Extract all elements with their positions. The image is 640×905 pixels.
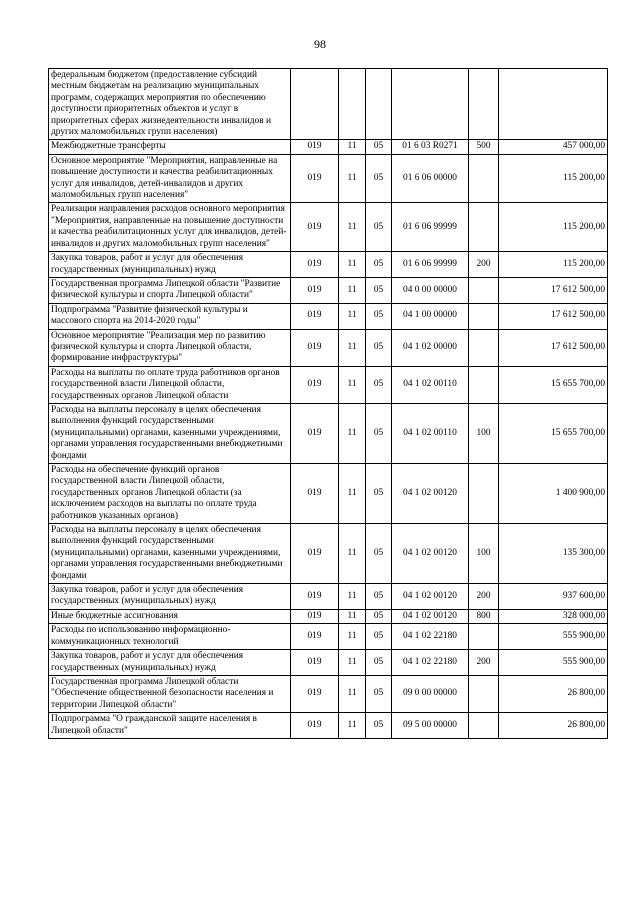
- table-cell-section: 11: [339, 624, 366, 650]
- table-cell-admin-code: 019: [291, 650, 339, 676]
- table-row: [49, 464, 608, 524]
- table-cell-name: Реализация направления расходов основного мероприятия "Мероприятия, направленные на повышение доступности и качества реабилитационных услуг для инвалидов, детей-инвалидов и других маломобильных групп населения": [49, 203, 291, 252]
- table-cell-amount: 555 900,00: [499, 624, 608, 650]
- table-cell-subsection: 05: [366, 403, 392, 463]
- table-row: [49, 303, 608, 329]
- table-cell-expense-type: [469, 277, 499, 303]
- table-row: [49, 584, 608, 610]
- table-cell-target-article: 01 6 06 00000: [392, 154, 469, 203]
- table-row: [49, 713, 608, 739]
- table-cell-name: федеральным бюджетом (предоставление субсидий местным бюджетам на реализацию муниципальных программ, содержащих мероприятия по обеспечению доступности приоритетных объектов и услуг в приоритетных сферах жизнедеятельности инвалидов и других маломобильных групп населения): [49, 69, 291, 140]
- table-cell-name: Межбюджетные трансферты: [49, 140, 291, 154]
- table-cell-expense-type: [469, 713, 499, 739]
- table-cell-amount: 937 600,00: [499, 584, 608, 610]
- table-row: [49, 403, 608, 463]
- table-cell-name: Государственная программа Липецкой области "Развитие физической культуры и спорта Липецкой области": [49, 277, 291, 303]
- table-cell-subsection: 05: [366, 609, 392, 623]
- table-cell-admin-code: 019: [291, 584, 339, 610]
- table-cell-admin-code: 019: [291, 403, 339, 463]
- table-cell-section: 11: [339, 650, 366, 676]
- table-row: [49, 203, 608, 252]
- table-cell-expense-type: [469, 624, 499, 650]
- table-cell-admin-code: 019: [291, 524, 339, 584]
- table-row: [49, 366, 608, 403]
- table-cell-admin-code: [291, 69, 339, 140]
- table-cell-subsection: 05: [366, 650, 392, 676]
- table-cell-expense-type: 100: [469, 403, 499, 463]
- table-cell-expense-type: 200: [469, 584, 499, 610]
- table-cell-expense-type: 800: [469, 609, 499, 623]
- table-cell-target-article: 01 6 06 99999: [392, 203, 469, 252]
- table-cell-name: Расходы на выплаты персоналу в целях обеспечения выполнения функций государственными (муниципальными) органами, казенными учреждениями, органами управления государственными внебюджетными фондами: [49, 403, 291, 463]
- table-cell-subsection: 05: [366, 303, 392, 329]
- table-cell-expense-type: [469, 154, 499, 203]
- table-cell-amount: 555 900,00: [499, 650, 608, 676]
- table-row: [49, 154, 608, 203]
- table-cell-section: 11: [339, 584, 366, 610]
- table-cell-section: 11: [339, 203, 366, 252]
- table-cell-subsection: 05: [366, 713, 392, 739]
- table-cell-expense-type: [469, 464, 499, 524]
- table-cell-target-article: [392, 69, 469, 140]
- table-cell-name: Основное мероприятие "Мероприятия, направленные на повышение доступности и качества реабилитационных услуг для инвалидов, детей-инвалидов и других маломобильных групп населения": [49, 154, 291, 203]
- table-cell-subsection: 05: [366, 154, 392, 203]
- table-cell-subsection: 05: [366, 203, 392, 252]
- table-cell-expense-type: [469, 366, 499, 403]
- table-cell-target-article: 04 1 02 00000: [392, 329, 469, 366]
- table-cell-expense-type: 100: [469, 524, 499, 584]
- table-cell-admin-code: 019: [291, 154, 339, 203]
- table-row: [49, 675, 608, 712]
- table-cell-target-article: 09 5 00 00000: [392, 713, 469, 739]
- table-cell-expense-type: [469, 303, 499, 329]
- table-cell-amount: 115 200,00: [499, 154, 608, 203]
- table-cell-admin-code: 019: [291, 252, 339, 278]
- table-cell-target-article: 04 1 02 00120: [392, 524, 469, 584]
- table-cell-admin-code: 019: [291, 675, 339, 712]
- table-cell-subsection: 05: [366, 464, 392, 524]
- page-number: 98: [314, 37, 326, 51]
- table-cell-amount: 115 200,00: [499, 203, 608, 252]
- table-cell-subsection: 05: [366, 675, 392, 712]
- table-cell-target-article: 04 1 02 00110: [392, 403, 469, 463]
- table-cell-target-article: 04 1 02 00120: [392, 609, 469, 623]
- table-cell-amount: [499, 69, 608, 140]
- table-cell-section: [339, 69, 366, 140]
- table-cell-admin-code: 019: [291, 203, 339, 252]
- table-cell-amount: 1 400 900,00: [499, 464, 608, 524]
- table-cell-name: Закупка товаров, работ и услуг для обеспечения государственных (муниципальных) нужд: [49, 584, 291, 610]
- table-cell-section: 11: [339, 675, 366, 712]
- table-cell-amount: 15 655 700,00: [499, 403, 608, 463]
- table-cell-admin-code: 019: [291, 329, 339, 366]
- table-cell-expense-type: 500: [469, 140, 499, 154]
- table-cell-section: 11: [339, 464, 366, 524]
- table-cell-name: Иные бюджетные ассигнования: [49, 609, 291, 623]
- table-row: [49, 252, 608, 278]
- table-cell-section: 11: [339, 303, 366, 329]
- table-cell-name: Закупка товаров, работ и услуг для обеспечения государственных (муниципальных) нужд: [49, 252, 291, 278]
- table-row: [49, 524, 608, 584]
- table-cell-target-article: 01 6 03 R0271: [392, 140, 469, 154]
- table-cell-amount: 17 612 500,00: [499, 329, 608, 366]
- table-cell-expense-type: [469, 329, 499, 366]
- table-cell-subsection: 05: [366, 140, 392, 154]
- table-cell-subsection: 05: [366, 366, 392, 403]
- table-row: [49, 277, 608, 303]
- table-cell-name: Государственная программа Липецкой области "Обеспечение общественной безопасности населения и территории Липецкой области": [49, 675, 291, 712]
- table-cell-section: 11: [339, 140, 366, 154]
- table-cell-amount: 15 655 700,00: [499, 366, 608, 403]
- table-cell-target-article: 04 0 00 00000: [392, 277, 469, 303]
- table-cell-target-article: 04 1 02 00110: [392, 366, 469, 403]
- budget-table-body: [49, 69, 608, 739]
- table-cell-subsection: 05: [366, 624, 392, 650]
- table-cell-expense-type: [469, 675, 499, 712]
- table-cell-subsection: 05: [366, 584, 392, 610]
- table-cell-expense-type: 200: [469, 650, 499, 676]
- table-cell-admin-code: 019: [291, 624, 339, 650]
- table-cell-admin-code: 019: [291, 713, 339, 739]
- table-cell-subsection: 05: [366, 277, 392, 303]
- table-cell-target-article: 01 6 06 99999: [392, 252, 469, 278]
- table-cell-section: 11: [339, 609, 366, 623]
- table-cell-amount: 26 800,00: [499, 675, 608, 712]
- table-cell-admin-code: 019: [291, 609, 339, 623]
- table-cell-section: 11: [339, 403, 366, 463]
- table-cell-subsection: [366, 69, 392, 140]
- table-cell-section: 11: [339, 329, 366, 366]
- table-cell-section: 11: [339, 713, 366, 739]
- table-cell-subsection: 05: [366, 329, 392, 366]
- table-cell-amount: 26 800,00: [499, 713, 608, 739]
- table-cell-name: Основное мероприятие "Реализация мер по развитию физической культуры и спорта Липецкой области, формирование инфраструктуры": [49, 329, 291, 366]
- table-cell-section: 11: [339, 524, 366, 584]
- table-cell-admin-code: 019: [291, 464, 339, 524]
- table-cell-subsection: 05: [366, 524, 392, 584]
- table-cell-expense-type: [469, 69, 499, 140]
- table-cell-target-article: 04 1 02 22180: [392, 650, 469, 676]
- table-cell-section: 11: [339, 154, 366, 203]
- table-cell-name: Расходы на выплаты по оплате труда работников органов государственной власти Липецкой области, государственных органов Липецкой области: [49, 366, 291, 403]
- table-row: [49, 609, 608, 623]
- table-cell-amount: 135 300,00: [499, 524, 608, 584]
- table-cell-amount: 17 612 500,00: [499, 303, 608, 329]
- table-cell-target-article: 09 0 00 00000: [392, 675, 469, 712]
- table-cell-amount: 328 000,00: [499, 609, 608, 623]
- table-cell-section: 11: [339, 252, 366, 278]
- table-cell-amount: 17 612 500,00: [499, 277, 608, 303]
- table-cell-subsection: 05: [366, 252, 392, 278]
- table-cell-target-article: 04 1 02 22180: [392, 624, 469, 650]
- table-cell-name: Подпрограмма "Развитие физической культуры и массового спорта на 2014-2020 годы": [49, 303, 291, 329]
- table-cell-expense-type: 200: [469, 252, 499, 278]
- table-row: [49, 140, 608, 154]
- table-cell-admin-code: 019: [291, 140, 339, 154]
- table-cell-name: Расходы на обеспечение функций органов государственной власти Липецкой области, государственных органов Липецкой области (за исключением расходов на выплаты по оплате труда работников указанных органов): [49, 464, 291, 524]
- table-cell-target-article: 04 1 02 00120: [392, 464, 469, 524]
- table-row: [49, 650, 608, 676]
- table-cell-target-article: 04 1 02 00120: [392, 584, 469, 610]
- table-cell-expense-type: [469, 203, 499, 252]
- table-row: [49, 69, 608, 140]
- table-cell-admin-code: 019: [291, 277, 339, 303]
- table-cell-target-article: 04 1 00 00000: [392, 303, 469, 329]
- table-row: [49, 329, 608, 366]
- table-cell-admin-code: 019: [291, 303, 339, 329]
- table-cell-admin-code: 019: [291, 366, 339, 403]
- table-cell-section: 11: [339, 277, 366, 303]
- budget-table: [48, 68, 608, 739]
- table-cell-amount: 457 000,00: [499, 140, 608, 154]
- table-cell-name: Расходы на выплаты персоналу в целях обеспечения выполнения функций государственными (муниципальными) органами, казенными учреждениями, органами управления государственными внебюджетными фондами: [49, 524, 291, 584]
- table-row: [49, 624, 608, 650]
- table-cell-amount: 115 200,00: [499, 252, 608, 278]
- table-cell-name: Расходы по использованию информационно-коммуникационных технологий: [49, 624, 291, 650]
- table-cell-name: Закупка товаров, работ и услуг для обеспечения государственных (муниципальных) нужд: [49, 650, 291, 676]
- table-cell-name: Подпрограмма "О гражданской защите населения в Липецкой области": [49, 713, 291, 739]
- table-cell-section: 11: [339, 366, 366, 403]
